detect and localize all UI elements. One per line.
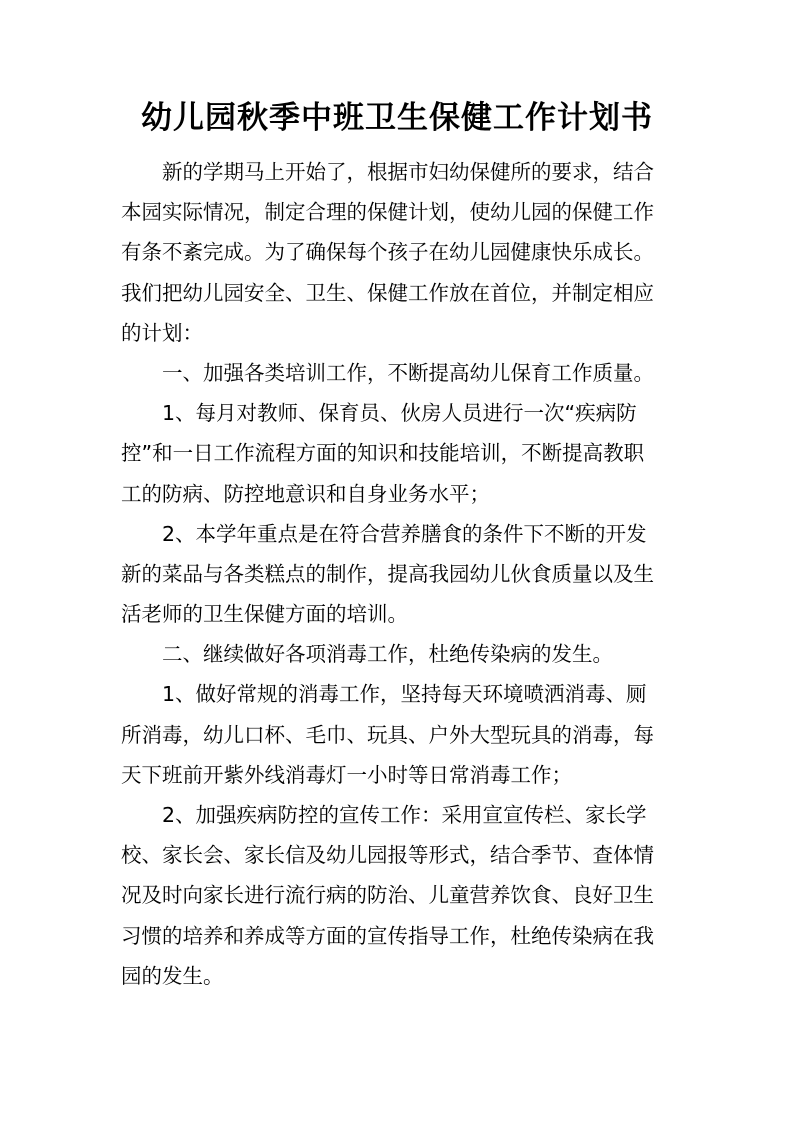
text-line: 我们把幼儿园安全、卫生、保健工作放在首位，并制定相应 [121,280,654,305]
text-line: 园的发生。 [121,963,224,988]
text-line: 一、加强各类培训工作，不断提高幼儿保育工作质量。 [162,360,654,385]
text-line: 2、加强疾病防控的宣传工作：采用宣宣传栏、家长学 [162,803,647,827]
text-line: 1、做好常规的消毒工作，坚持每天环境喷洒消毒、厕 [162,682,647,707]
text-line: 活老师的卫生保健方面的培训。 [121,602,408,627]
text-line: 2、本学年重点是在符合营养膳食的条件下不断的开发 [162,521,647,546]
text-line: 的计划： [121,320,203,345]
text-line: 本园实际情况，制定合理的保健计划，使幼儿园的保健工作 [121,200,654,225]
text-line: 所消毒，幼儿口杯、毛巾、玩具、户外大型玩具的消毒，每 [121,722,654,747]
text-line: 校、家长会、家长信及幼儿园报等形式，结合季节、查体情 [121,843,654,868]
text-line: 1、每月对教师、保育员、伙房人员进行一次“疾病防 [162,401,637,426]
text-line: 控”和一日工作流程方面的知识和技能培训，不断提高教职 [121,441,645,466]
text-line: 新的菜品与各类糕点的制作，提高我园幼儿伙食质量以及生 [121,561,654,586]
text-line: 二、继续做好各项消毒工作，杜绝传染病的发生。 [162,642,613,667]
text-line: 习惯的培养和养成等方面的宣传指导工作，杜绝传染病在我 [121,923,654,948]
text-line: 工的防病、防控地意识和自身业务水平； [121,481,490,506]
text-line: 况及时向家长进行流行病的防治、儿童营养饮食、良好卫生 [121,883,654,908]
document-body [121,152,681,996]
document-title: 幼儿园秋季中班卫生保健工作计划书 [141,100,653,136]
text-line: 有条不紊完成。为了确保每个孩子在幼儿园健康快乐成长。 [121,240,654,265]
text-line: 新的学期马上开始了，根据市妇幼保健所的要求，结合 [162,160,654,184]
text-line: 天下班前开紫外线消毒灯一小时等日常消毒工作； [121,762,572,787]
